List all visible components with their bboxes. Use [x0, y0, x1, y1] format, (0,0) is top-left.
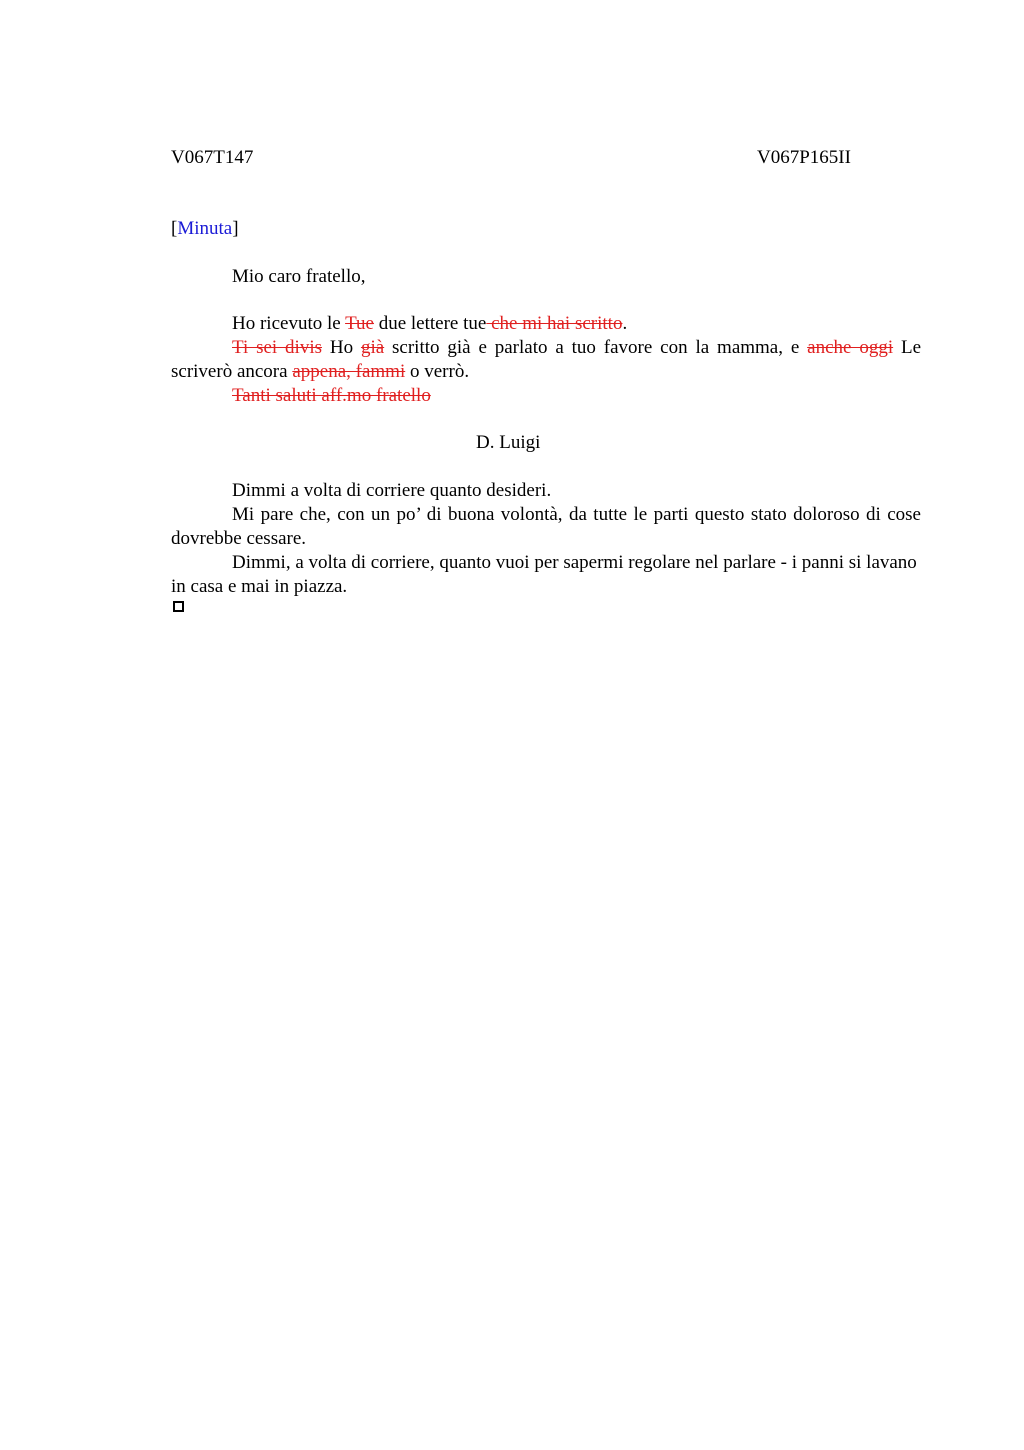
paragraph-closing-deleted: [171, 384, 921, 408]
paragraph-received-letters: [171, 312, 921, 336]
letter-body: [171, 312, 921, 408]
text-segment: o verrò.: [405, 361, 470, 382]
text-segment: due lettere tue: [373, 313, 487, 334]
document-header: [171, 146, 921, 170]
postscript-paragraph: Dimmi a volta di corriere quanto desideri.: [232, 480, 552, 501]
minuta-label: [171, 217, 239, 241]
signature: D. Luigi: [476, 432, 541, 453]
deleted-text: già: [360, 337, 385, 358]
text-segment: Le scriverò ancora: [171, 337, 922, 382]
paragraph-spoke-to-mother: [171, 336, 921, 384]
postscript: [171, 479, 921, 599]
deleted-text: anche oggi: [807, 337, 894, 358]
document-code-right: V067P165II: [757, 147, 851, 168]
deleted-text: Tanti saluti aff.mo fratello: [232, 385, 431, 406]
text-segment: Ho: [322, 337, 361, 358]
document-code-left: V067T147: [171, 147, 254, 168]
text-segment: Ho ricevuto le: [232, 313, 346, 334]
postscript-paragraph: Dimmi, a volta di corriere, quanto vuoi per sapermi regolare nel parlare - i panni si lavano in casa e mai in piazza.: [171, 552, 917, 597]
deleted-text: Ti sei divis: [232, 337, 322, 358]
minuta-close-bracket: ]: [232, 218, 239, 239]
minuta-link[interactable]: Minuta: [177, 218, 233, 239]
end-of-document-box-icon: [173, 601, 184, 612]
deleted-text: Tue: [345, 313, 374, 334]
deleted-text: appena, fammi: [292, 361, 406, 382]
text-segment: scritto già e parlato a tuo favore con la mamma, e: [384, 337, 808, 358]
salutation: Mio caro fratello,: [232, 266, 366, 287]
deleted-text: che mi hai scritto: [486, 313, 623, 334]
postscript-paragraph: Mi pare che, con un po’ di buona volontà, da tutte le parti questo stato doloroso di cose dovrebbe cessare.: [171, 504, 921, 549]
minuta-open-bracket: [: [171, 218, 178, 239]
text-segment: .: [622, 313, 628, 334]
